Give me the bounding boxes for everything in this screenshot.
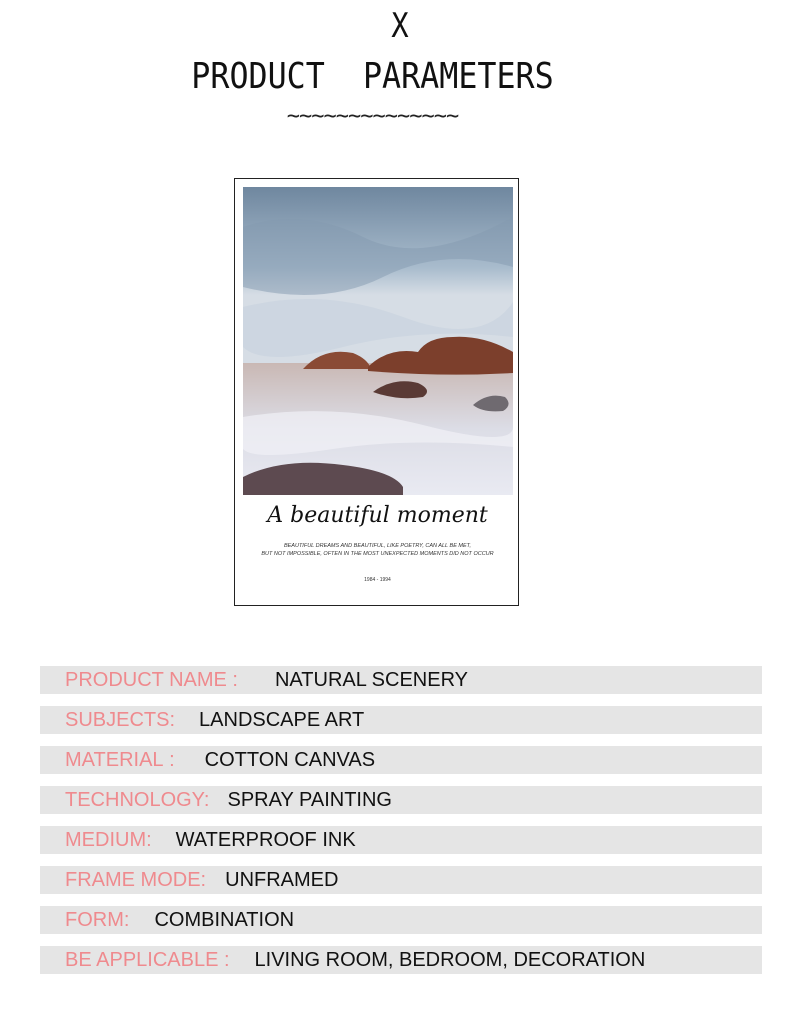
poster-year: 1984 - 1994	[364, 577, 391, 583]
title-divider: ~~~~~~~~~~~~~~	[286, 104, 459, 129]
param-label: MATERIAL :	[65, 748, 175, 771]
param-label: SUBJECTS:	[65, 708, 176, 731]
param-value: LANDSCAPE ART	[199, 708, 365, 731]
param-row-form	[40, 906, 762, 934]
param-value: COTTON CANVAS	[204, 748, 376, 771]
param-label: PRODUCT NAME :	[65, 668, 238, 691]
param-label: BE APPLICABLE :	[65, 948, 230, 971]
param-label: FORM:	[65, 908, 130, 931]
poster-script-title: A beautiful moment	[267, 503, 488, 528]
poster-body-text	[255, 543, 500, 558]
param-row-subjects	[40, 706, 762, 734]
landscape-photo	[243, 187, 513, 495]
param-row-technology	[40, 786, 762, 814]
page-title: PRODUCT PARAMETERS	[191, 56, 554, 97]
param-row-be-applicable	[40, 946, 762, 974]
param-value: NATURAL SCENERY	[274, 668, 468, 691]
param-row-material	[40, 746, 762, 774]
poster-text-line: BEAUTIFUL DREAMS AND BEAUTIFUL, LIKE POETRY, CAN ALL BE MET,	[283, 543, 472, 549]
param-value: LIVING ROOM, BEDROOM, DECORATION	[254, 948, 646, 971]
header-symbol: X	[391, 6, 409, 46]
parameter-list	[40, 666, 762, 986]
product-poster	[234, 178, 519, 606]
param-value: UNFRAMED	[225, 868, 339, 891]
poster-text-line: BUT NOT IMPOSSIBLE, OFTEN IN THE MOST UNEXPECTED MOMENTS DID NOT OCCUR	[261, 550, 494, 557]
param-label: FRAME MODE:	[65, 868, 207, 891]
param-value: WATERPROOF INK	[175, 828, 356, 851]
param-label: TECHNOLOGY:	[65, 788, 210, 811]
param-row-product-name	[40, 666, 762, 694]
param-row-frame-mode	[40, 866, 762, 894]
param-value: COMBINATION	[154, 908, 295, 931]
param-label: MEDIUM:	[65, 828, 152, 851]
param-value: SPRAY PAINTING	[227, 788, 392, 811]
param-row-medium	[40, 826, 762, 854]
